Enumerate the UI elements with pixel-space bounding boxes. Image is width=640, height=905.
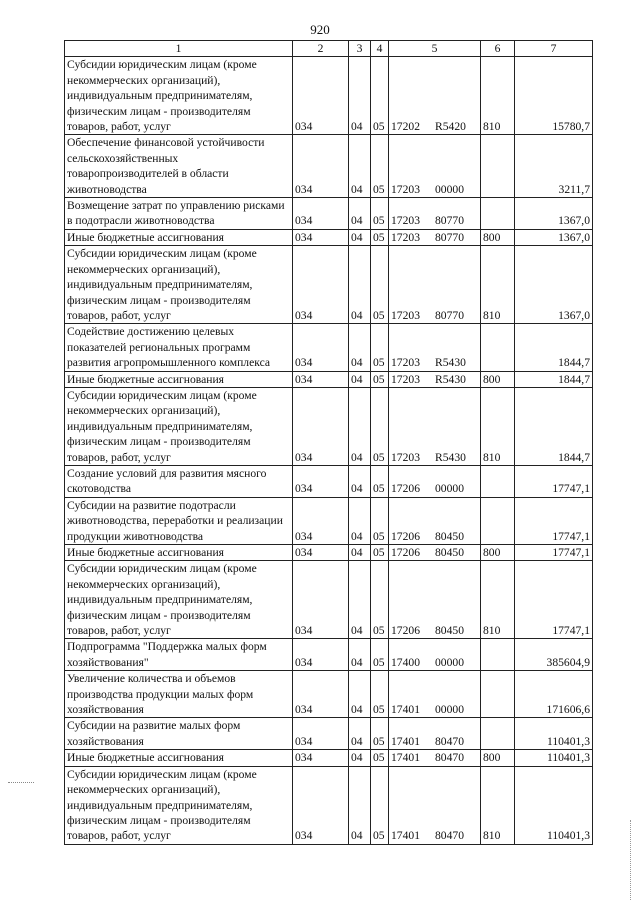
row-subsection: 05 [371,57,389,135]
row-expense-type [481,465,515,497]
row-ministry-code: 034 [293,561,349,639]
target-article-program: 17401 [391,734,420,748]
row-section: 04 [349,639,371,671]
target-article-program: 17206 [391,482,420,496]
row-name: Увеличение количества и объемов производства продукции малых форм хозяйствования [65,671,293,718]
row-section: 04 [349,561,371,639]
row-amount: 1367,0 [515,246,593,324]
target-article-direction: R5430 [435,372,466,386]
row-subsection: 05 [371,135,389,198]
target-article-program: 17203 [391,214,420,228]
target-article-program: 17206 [391,624,420,638]
row-subsection: 05 [371,545,389,561]
row-name: Субсидии на развитие подотрасли животноводства, переработки и реализации продукции животноводства [65,497,293,544]
table-row [65,545,593,561]
row-target-article [389,671,481,718]
row-amount: 1367,0 [515,198,593,230]
target-article-program: 17401 [391,829,420,843]
row-expense-type: 800 [481,229,515,245]
row-subsection: 05 [371,198,389,230]
row-target-article [389,497,481,544]
row-name: Субсидии юридическим лицам (кроме некоммерческих организаций), индивидуальным предпринимателям, физическим лицам - производителям товаров, работ, услуг [65,766,293,844]
row-section: 04 [349,198,371,230]
row-expense-type: 800 [481,371,515,387]
table-row [65,750,593,766]
row-target-article [389,229,481,245]
row-expense-type [481,324,515,371]
row-target-article [389,246,481,324]
row-section: 04 [349,229,371,245]
table-row [65,371,593,387]
row-section: 04 [349,387,371,465]
row-ministry-code: 034 [293,639,349,671]
row-ministry-code: 034 [293,135,349,198]
row-name: Субсидии юридическим лицам (кроме некоммерческих организаций), индивидуальным предпринимателям, физическим лицам - производителям товаров, работ, услуг [65,246,293,324]
table-row [65,324,593,371]
row-amount: 110401,3 [515,766,593,844]
col-header-5: 5 [389,41,481,57]
row-ministry-code: 034 [293,497,349,544]
row-ministry-code: 034 [293,766,349,844]
table-row [65,246,593,324]
target-article-program: 17203 [391,182,420,196]
row-section: 04 [349,246,371,324]
row-section: 04 [349,135,371,198]
row-name: Подпрограмма "Поддержка малых форм хозяйствования" [65,639,293,671]
row-amount: 1367,0 [515,229,593,245]
target-article-direction: 00000 [435,703,464,717]
row-name: Иные бюджетные ассигнования [65,371,293,387]
target-article-direction: 00000 [435,482,464,496]
row-target-article [389,750,481,766]
row-ministry-code: 034 [293,718,349,750]
table-row [65,718,593,750]
row-section: 04 [349,750,371,766]
row-expense-type [481,198,515,230]
row-name: Субсидии юридическим лицам (кроме некоммерческих организаций), индивидуальным предпринимателям, физическим лицам - производителям товаров, работ, услуг [65,561,293,639]
row-target-article [389,561,481,639]
row-name: Содействие достижению целевых показателей региональных программ развития агропромышленного комплекса [65,324,293,371]
row-name: Иные бюджетные ассигнования [65,750,293,766]
row-subsection: 05 [371,229,389,245]
row-section: 04 [349,324,371,371]
target-article-direction: 00000 [435,655,464,669]
target-article-program: 17203 [391,230,420,244]
row-amount: 1844,7 [515,371,593,387]
row-expense-type: 810 [481,766,515,844]
row-name: Создание условий для развития мясного скотоводства [65,465,293,497]
row-amount: 17747,1 [515,497,593,544]
col-header-4: 4 [371,41,389,57]
row-section: 04 [349,545,371,561]
row-ministry-code: 034 [293,246,349,324]
row-subsection: 05 [371,246,389,324]
row-expense-type: 810 [481,387,515,465]
row-amount: 17747,1 [515,465,593,497]
header-row [65,41,593,57]
target-article-program: 17203 [391,372,420,386]
row-target-article [389,198,481,230]
table-row [65,198,593,230]
table-row [65,671,593,718]
table-row [65,497,593,544]
row-ministry-code: 034 [293,671,349,718]
target-article-program: 17206 [391,529,420,543]
row-amount: 110401,3 [515,750,593,766]
table-row [65,561,593,639]
row-target-article [389,57,481,135]
target-article-program: 17203 [391,308,420,322]
row-subsection: 05 [371,371,389,387]
row-name: Субсидии на развитие малых форм хозяйствования [65,718,293,750]
row-expense-type: 810 [481,57,515,135]
target-article-direction: 80770 [435,308,464,322]
row-amount: 1844,7 [515,324,593,371]
table-row [65,135,593,198]
row-target-article [389,371,481,387]
row-section: 04 [349,671,371,718]
col-header-6: 6 [481,41,515,57]
row-target-article [389,766,481,844]
row-subsection: 05 [371,750,389,766]
target-article-direction: R5420 [435,120,466,134]
row-subsection: 05 [371,387,389,465]
target-article-direction: 80450 [435,624,464,638]
row-name: Иные бюджетные ассигнования [65,229,293,245]
row-section: 04 [349,718,371,750]
target-article-direction: 80470 [435,829,464,843]
row-expense-type: 800 [481,545,515,561]
row-expense-type [481,135,515,198]
table-row [65,639,593,671]
row-target-article [389,465,481,497]
row-name: Субсидии юридическим лицам (кроме некоммерческих организаций), индивидуальным предпринимателям, физическим лицам - производителям товаров, работ, услуг [65,57,293,135]
target-article-program: 17400 [391,655,420,669]
row-expense-type: 800 [481,750,515,766]
row-target-article [389,718,481,750]
margin-marks [630,820,634,900]
col-header-3: 3 [349,41,371,57]
row-section: 04 [349,497,371,544]
margin-scribble [8,770,34,783]
row-expense-type: 810 [481,246,515,324]
row-expense-type: 810 [481,561,515,639]
row-expense-type [481,718,515,750]
row-amount: 385604,9 [515,639,593,671]
table-row [65,766,593,844]
row-amount: 17747,1 [515,561,593,639]
col-header-7: 7 [515,41,593,57]
target-article-direction: 80450 [435,529,464,543]
col-header-2: 2 [293,41,349,57]
row-name: Субсидии юридическим лицам (кроме некоммерческих организаций), индивидуальным предпринимателям, физическим лицам - производителям товаров, работ, услуг [65,387,293,465]
row-name: Иные бюджетные ассигнования [65,545,293,561]
row-ministry-code: 034 [293,371,349,387]
row-name: Обеспечение финансовой устойчивости сельскохозяйственных товаропроизводителей в области животноводства [65,135,293,198]
row-target-article [389,135,481,198]
target-article-direction: R5430 [435,356,466,370]
row-section: 04 [349,766,371,844]
col-header-1: 1 [65,41,293,57]
row-expense-type [481,497,515,544]
table-row [65,465,593,497]
row-subsection: 05 [371,639,389,671]
row-section: 04 [349,371,371,387]
row-ministry-code: 034 [293,324,349,371]
row-ministry-code: 034 [293,198,349,230]
row-ministry-code: 034 [293,387,349,465]
target-article-direction: 00000 [435,182,464,196]
budget-table [64,40,593,845]
row-amount: 110401,3 [515,718,593,750]
row-target-article [389,545,481,561]
row-expense-type [481,639,515,671]
row-ministry-code: 034 [293,465,349,497]
row-section: 04 [349,465,371,497]
row-subsection: 05 [371,465,389,497]
row-amount: 17747,1 [515,545,593,561]
row-target-article [389,324,481,371]
row-section: 04 [349,57,371,135]
row-subsection: 05 [371,497,389,544]
row-ministry-code: 034 [293,750,349,766]
target-article-program: 17206 [391,546,420,559]
row-target-article [389,387,481,465]
page-number: 920 [310,22,330,37]
row-target-article [389,639,481,671]
row-expense-type [481,671,515,718]
target-article-direction: R5430 [435,450,466,464]
row-subsection: 05 [371,324,389,371]
row-amount: 1844,7 [515,387,593,465]
row-name: Возмещение затрат по управлению рисками в подотрасли животноводства [65,198,293,230]
row-ministry-code: 034 [293,229,349,245]
target-article-program: 17203 [391,356,420,370]
row-amount: 3211,7 [515,135,593,198]
target-article-program: 17202 [391,120,420,134]
row-subsection: 05 [371,766,389,844]
target-article-direction: 80770 [435,214,464,228]
table-row [65,387,593,465]
target-article-program: 17401 [391,751,420,765]
target-article-program: 17203 [391,450,420,464]
row-subsection: 05 [371,671,389,718]
table-row [65,57,593,135]
row-amount: 171606,6 [515,671,593,718]
target-article-direction: 80770 [435,230,464,244]
target-article-direction: 80470 [435,751,464,765]
target-article-direction: 80470 [435,734,464,748]
row-amount: 15780,7 [515,57,593,135]
row-subsection: 05 [371,718,389,750]
table-row [65,229,593,245]
row-subsection: 05 [371,561,389,639]
row-ministry-code: 034 [293,545,349,561]
row-ministry-code: 034 [293,57,349,135]
target-article-program: 17401 [391,703,420,717]
target-article-direction: 80450 [435,546,464,559]
